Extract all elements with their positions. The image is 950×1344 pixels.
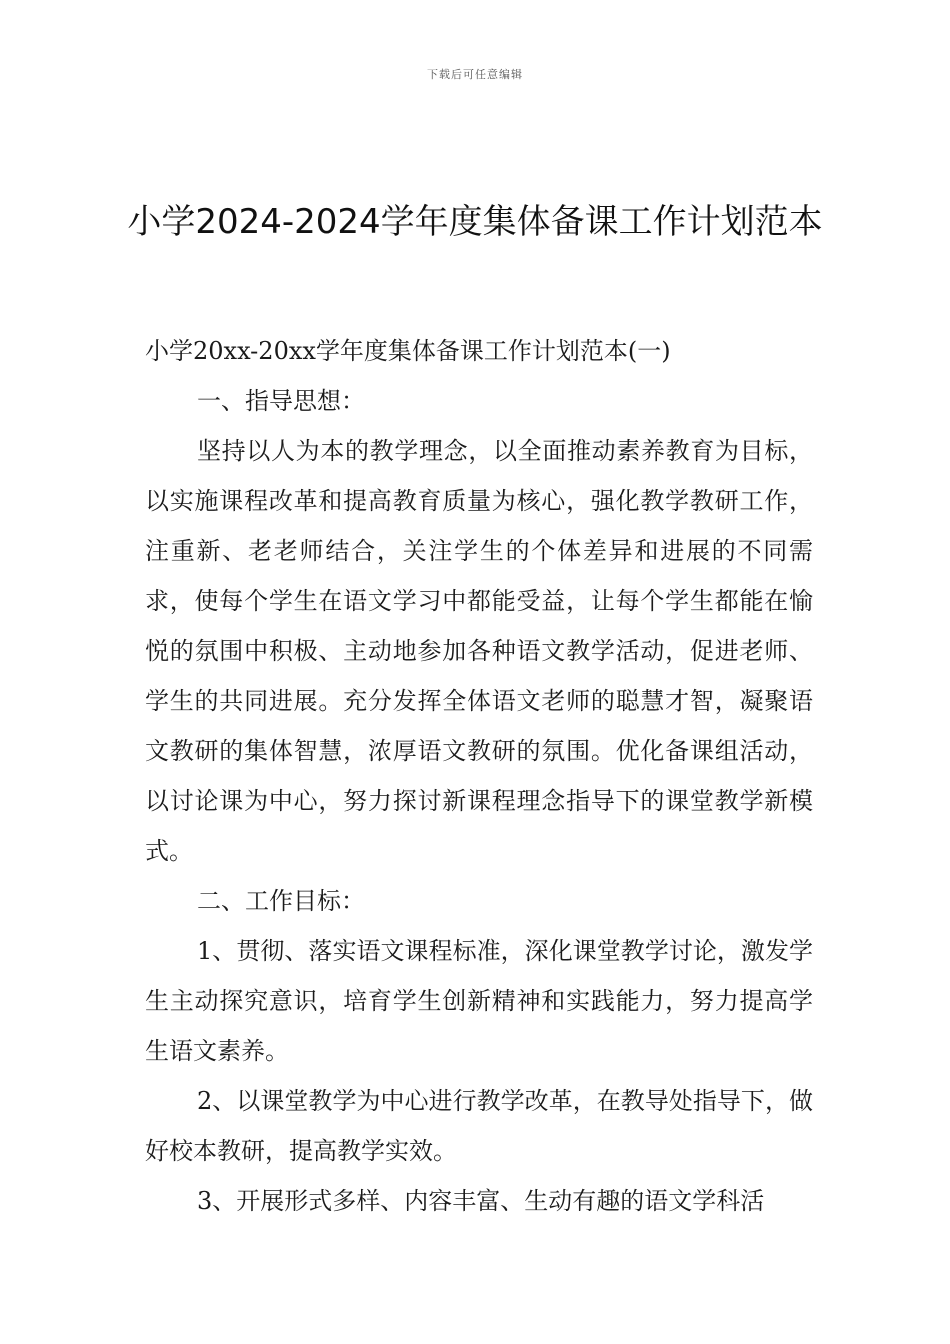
document-body <box>145 326 813 1226</box>
header-note: 下载后可任意编辑 <box>427 68 523 81</box>
document-subtitle: 小学20xx-20xx学年度集体备课工作计划范本(一) <box>145 337 671 365</box>
paragraph-goal-1: 1、贯彻、落实语文课程标准，深化课堂教学讨论，激发学生主动探究意识，培育学生创新精神和实践能力，努力提高学生语文素养。 <box>145 937 813 1065</box>
paragraph-goal-2: 2、以课堂教学为中心进行教学改革，在教导处指导下，做好校本教研，提高教学实效。 <box>145 1087 813 1165</box>
section-heading-work-goals: 二、工作目标： <box>197 887 365 915</box>
section-heading-guiding-ideology: 一、指导思想： <box>197 387 365 415</box>
paragraph-guiding-ideology: 坚持以人为本的教学理念，以全面推动素养教育为目标，以实施课程改革和提高教育质量为核心，强化教学教研工作，注重新、老老师结合，关注学生的个体差异和进展的不同需求，使每个学生在语文学习中都能受益，让每个学生都能在愉悦的氛围中积极、主动地参加各种语文教学活动，促进老师、学生的共同进展。充分发挥全体语文老师的聪慧才智，凝聚语文教研的集体智慧，浓厚语文教研的氛围。优化备课组活动，以讨论课为中心，努力探讨新课程理念指导下的课堂教学新模式。 <box>145 437 813 865</box>
document-title: 小学2024-2024学年度集体备课工作计划范本 <box>127 201 823 242</box>
paragraph-goal-3: 3、开展形式多样、内容丰富、生动有趣的语文学科活 <box>197 1187 765 1215</box>
